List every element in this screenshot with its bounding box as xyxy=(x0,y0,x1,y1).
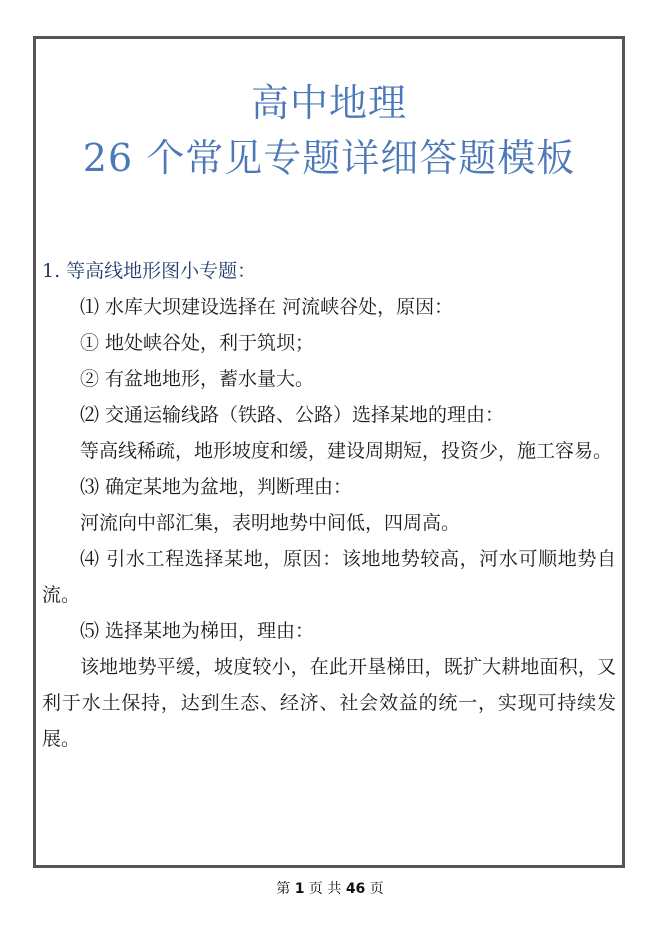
page-footer xyxy=(0,878,660,898)
answer-1-point-1: ① 地处峡谷处，利于筑坝； xyxy=(80,332,315,354)
section-heading: 1. 等高线地形图小专题： xyxy=(42,260,257,282)
answer-2: 等高线稀疏，地形坡度和缓，建设周期短，投资少，施工容易。 xyxy=(80,440,613,462)
question-5: ⑸ 选择某地为梯田，理由： xyxy=(80,620,315,642)
answer-5: 该地地势平缓，坡度较小，在此开垦梯田，既扩大耕地面积，又利于水土保持，达到生态、经济、社会效益的统一，实现可持续发展。 xyxy=(42,656,616,750)
total-page-count: 46 xyxy=(345,881,366,897)
page-border xyxy=(33,36,625,868)
document-title-line-2: 26 个常见专题详细答题模板 xyxy=(82,136,576,180)
document-title-line-1: 高中地理 xyxy=(250,81,407,125)
footer-suffix: 页 xyxy=(369,881,384,897)
question-1: ⑴ 水库大坝建设选择在 河流峡谷处，原因： xyxy=(80,296,454,318)
section-content xyxy=(42,253,616,757)
answer-1-point-2: ② 有盆地地形，蓄水量大。 xyxy=(80,368,315,390)
answer-3: 河流向中部汇集，表明地势中间低，四周高。 xyxy=(80,512,461,534)
question-4: ⑷ 引水工程选择某地，原因：该地地势较高，河水可顺地势自流。 xyxy=(42,548,616,606)
current-page-number: 1 xyxy=(294,881,305,897)
footer-middle: 页 共 xyxy=(308,881,342,897)
question-2: ⑵ 交通运输线路（铁路、公路）选择某地的理由： xyxy=(80,404,505,426)
question-3: ⑶ 确定某地为盆地，判断理由： xyxy=(80,476,353,498)
footer-prefix: 第 xyxy=(276,881,291,897)
